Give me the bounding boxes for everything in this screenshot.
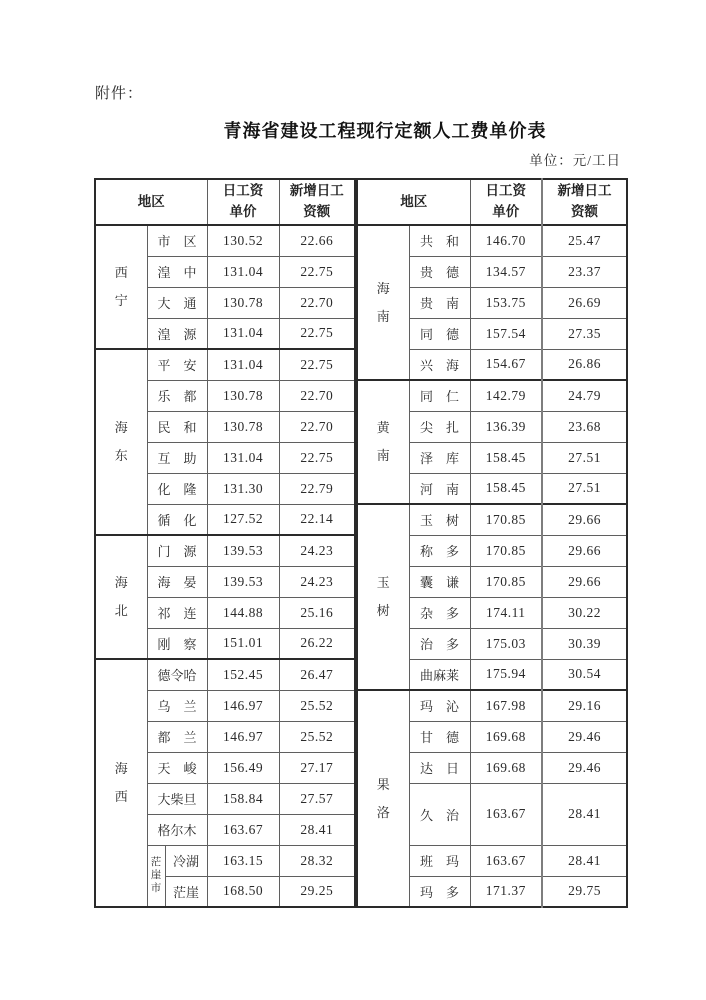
county-cell: 互 助 [147, 442, 207, 473]
region-group-cell: 海西 [95, 659, 147, 907]
county-cell: 曲麻莱 [409, 659, 470, 690]
added-wage-cell: 25.16 [279, 597, 355, 628]
region-group-cell: 西宁 [95, 225, 147, 349]
region-group-cell: 海北 [95, 535, 147, 659]
header-region: 地区 [357, 179, 470, 225]
county-cell: 乌 兰 [147, 690, 207, 721]
wage-cell: 158.45 [470, 442, 542, 473]
wage-cell: 171.37 [470, 876, 542, 907]
county-cell: 大 通 [147, 287, 207, 318]
wage-cell: 163.67 [470, 783, 542, 845]
wage-cell: 130.52 [207, 225, 279, 256]
wage-cell: 158.45 [470, 473, 542, 504]
wage-cell: 158.84 [207, 783, 279, 814]
wage-cell: 139.53 [207, 566, 279, 597]
wage-cell: 130.78 [207, 380, 279, 411]
added-wage-cell: 28.41 [279, 814, 355, 845]
added-wage-cell: 22.75 [279, 318, 355, 349]
county-cell: 大柴旦 [147, 783, 207, 814]
wage-cell: 163.15 [207, 845, 279, 876]
wage-cell: 163.67 [207, 814, 279, 845]
added-wage-cell: 22.14 [279, 504, 355, 535]
wage-cell: 127.52 [207, 504, 279, 535]
wage-table [94, 178, 628, 908]
wage-cell: 169.68 [470, 752, 542, 783]
added-wage-cell: 29.25 [279, 876, 355, 907]
unit-note: 单位：元/工日 [529, 153, 621, 168]
added-wage-cell: 22.70 [279, 411, 355, 442]
wage-cell: 136.39 [470, 411, 542, 442]
wage-cell: 142.79 [470, 380, 542, 411]
added-wage-cell: 29.75 [542, 876, 627, 907]
wage-cell: 153.75 [470, 287, 542, 318]
added-wage-cell: 28.32 [279, 845, 355, 876]
county-cell: 祁 连 [147, 597, 207, 628]
county-cell: 同 德 [409, 318, 470, 349]
added-wage-cell: 30.22 [542, 597, 627, 628]
wage-cell: 175.94 [470, 659, 542, 690]
added-wage-cell: 26.22 [279, 628, 355, 659]
county-cell: 泽 库 [409, 442, 470, 473]
added-wage-cell: 25.52 [279, 690, 355, 721]
region-group-cell: 海南 [357, 225, 409, 380]
added-wage-cell: 22.66 [279, 225, 355, 256]
added-wage-cell: 30.54 [542, 659, 627, 690]
added-wage-cell: 27.17 [279, 752, 355, 783]
wage-cell: 163.67 [470, 845, 542, 876]
page-title: 青海省建设工程现行定额人工费单价表 [223, 121, 547, 141]
wage-cell: 170.85 [470, 566, 542, 597]
added-wage-cell: 26.86 [542, 349, 627, 380]
header-region: 地区 [95, 179, 207, 225]
county-cell: 刚 察 [147, 628, 207, 659]
county-cell: 循 化 [147, 504, 207, 535]
added-wage-cell: 24.23 [279, 535, 355, 566]
added-wage-cell: 30.39 [542, 628, 627, 659]
added-wage-cell: 29.66 [542, 504, 627, 535]
wage-cell: 131.30 [207, 473, 279, 504]
wage-cell: 157.54 [470, 318, 542, 349]
wage-cell: 152.45 [207, 659, 279, 690]
wage-cell: 167.98 [470, 690, 542, 721]
added-wage-cell: 29.16 [542, 690, 627, 721]
county-cell: 共 和 [409, 225, 470, 256]
wage-cell: 131.04 [207, 349, 279, 380]
county-cell: 德令哈 [147, 659, 207, 690]
county-cell: 湟 源 [147, 318, 207, 349]
added-wage-cell: 22.70 [279, 380, 355, 411]
added-wage-cell: 26.69 [542, 287, 627, 318]
attachment-label: 附件： [95, 86, 144, 102]
county-cell: 玛 沁 [409, 690, 470, 721]
added-wage-cell: 23.37 [542, 256, 627, 287]
wage-cell: 146.97 [207, 721, 279, 752]
wage-table-right [356, 178, 628, 908]
region-group-cell: 玉树 [357, 504, 409, 690]
county-cell: 尖 扎 [409, 411, 470, 442]
county-cell: 玛 多 [409, 876, 470, 907]
wage-cell: 146.97 [207, 690, 279, 721]
wage-cell: 131.04 [207, 318, 279, 349]
added-wage-cell: 22.79 [279, 473, 355, 504]
wage-cell: 154.67 [470, 349, 542, 380]
added-wage-cell: 29.66 [542, 535, 627, 566]
added-wage-cell: 25.47 [542, 225, 627, 256]
wage-cell: 130.78 [207, 287, 279, 318]
wage-table-left [94, 178, 356, 908]
header-added-wage: 新增日工 资额 [542, 179, 627, 225]
wage-cell: 175.03 [470, 628, 542, 659]
county-cell: 茫崖 [165, 876, 207, 907]
added-wage-cell: 22.75 [279, 349, 355, 380]
added-wage-cell: 26.47 [279, 659, 355, 690]
wage-cell: 131.04 [207, 442, 279, 473]
county-cell: 市 区 [147, 225, 207, 256]
county-cell: 乐 都 [147, 380, 207, 411]
header-added-wage: 新增日工 资额 [279, 179, 355, 225]
region-group-cell: 果洛 [357, 690, 409, 907]
wage-cell: 144.88 [207, 597, 279, 628]
county-cell: 杂 多 [409, 597, 470, 628]
added-wage-cell: 29.46 [542, 752, 627, 783]
county-cell: 贵 南 [409, 287, 470, 318]
added-wage-cell: 27.51 [542, 473, 627, 504]
header-daily-wage: 日工资 单价 [207, 179, 279, 225]
region-group-cell: 海东 [95, 349, 147, 535]
added-wage-cell: 29.46 [542, 721, 627, 752]
county-cell: 久 治 [409, 783, 470, 845]
county-cell: 囊 谦 [409, 566, 470, 597]
county-cell: 民 和 [147, 411, 207, 442]
wage-cell: 134.57 [470, 256, 542, 287]
added-wage-cell: 22.75 [279, 442, 355, 473]
county-cell: 都 兰 [147, 721, 207, 752]
county-cell: 海 晏 [147, 566, 207, 597]
county-cell: 甘 德 [409, 721, 470, 752]
wage-cell: 169.68 [470, 721, 542, 752]
added-wage-cell: 27.57 [279, 783, 355, 814]
wage-cell: 168.50 [207, 876, 279, 907]
region-group-cell: 黄南 [357, 380, 409, 504]
wage-cell: 146.70 [470, 225, 542, 256]
county-cell: 兴 海 [409, 349, 470, 380]
county-cell: 门 源 [147, 535, 207, 566]
header-daily-wage: 日工资 单价 [470, 179, 542, 225]
county-cell: 河 南 [409, 473, 470, 504]
added-wage-cell: 25.52 [279, 721, 355, 752]
added-wage-cell: 23.68 [542, 411, 627, 442]
county-cell: 天 峻 [147, 752, 207, 783]
county-cell: 格尔木 [147, 814, 207, 845]
wage-cell: 151.01 [207, 628, 279, 659]
added-wage-cell: 22.75 [279, 256, 355, 287]
wage-cell: 156.49 [207, 752, 279, 783]
wage-cell: 131.04 [207, 256, 279, 287]
added-wage-cell: 28.41 [542, 845, 627, 876]
county-cell: 平 安 [147, 349, 207, 380]
wage-cell: 170.85 [470, 504, 542, 535]
county-cell: 同 仁 [409, 380, 470, 411]
wage-cell: 174.11 [470, 597, 542, 628]
county-cell: 冷湖 [165, 845, 207, 876]
county-cell: 玉 树 [409, 504, 470, 535]
added-wage-cell: 27.51 [542, 442, 627, 473]
county-cell: 班 玛 [409, 845, 470, 876]
added-wage-cell: 22.70 [279, 287, 355, 318]
county-cell: 湟 中 [147, 256, 207, 287]
wage-cell: 139.53 [207, 535, 279, 566]
added-wage-cell: 24.79 [542, 380, 627, 411]
county-cell: 达 日 [409, 752, 470, 783]
wage-cell: 170.85 [470, 535, 542, 566]
subgroup-cell: 茫崖市 [147, 845, 165, 907]
added-wage-cell: 27.35 [542, 318, 627, 349]
added-wage-cell: 24.23 [279, 566, 355, 597]
county-cell: 称 多 [409, 535, 470, 566]
county-cell: 贵 德 [409, 256, 470, 287]
added-wage-cell: 29.66 [542, 566, 627, 597]
county-cell: 治 多 [409, 628, 470, 659]
county-cell: 化 隆 [147, 473, 207, 504]
added-wage-cell: 28.41 [542, 783, 627, 845]
wage-cell: 130.78 [207, 411, 279, 442]
